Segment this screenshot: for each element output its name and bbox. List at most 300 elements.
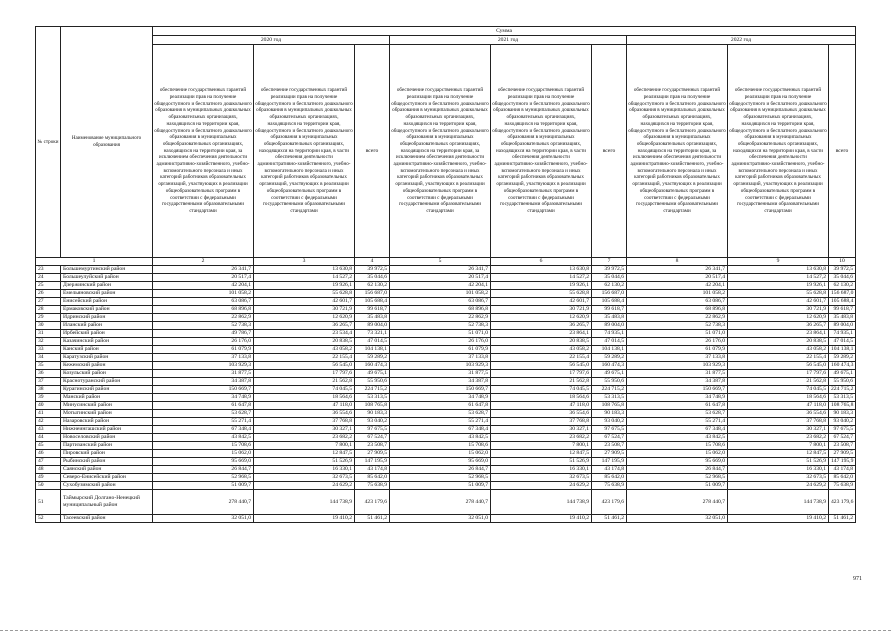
row-number: 33 xyxy=(36,346,61,354)
amount-total: 156 687,0 xyxy=(829,290,856,298)
amount-general: 49 786,7 xyxy=(153,330,254,338)
amount-support-staff: 24 629,2 xyxy=(728,482,829,490)
municipality-name: Назаровский район xyxy=(61,418,153,426)
municipality-name: Манский район xyxy=(61,394,153,402)
amount-support-staff: 18 564,6 xyxy=(728,394,829,402)
amount-support-staff: 56 545,0 xyxy=(491,362,592,370)
amount-support-staff: 19 410,2 xyxy=(728,515,829,523)
amount-support-staff: 74 045,5 xyxy=(254,386,355,394)
amount-total: 59 289,2 xyxy=(355,354,390,362)
municipality-name: Енисейский район xyxy=(61,298,153,306)
amount-total: 51 461,2 xyxy=(355,515,390,523)
municipality-name: Канский район xyxy=(61,346,153,354)
column-index: 10 xyxy=(829,258,856,266)
amount-total: 97 675,5 xyxy=(829,426,856,434)
amount-support-staff: 24 629,2 xyxy=(491,482,592,490)
amount-general: 103 929,3 xyxy=(390,362,491,370)
amount-support-staff: 17 797,6 xyxy=(728,370,829,378)
row-number: 51 xyxy=(36,490,61,515)
amount-support-staff: 17 797,6 xyxy=(491,370,592,378)
budget-table xyxy=(35,26,856,523)
budget-table-sheet xyxy=(35,26,855,523)
amount-general: 34 387,8 xyxy=(153,378,254,386)
amount-support-staff: 14 527,2 xyxy=(254,274,355,282)
amount-general: 51 071,0 xyxy=(627,330,728,338)
amount-support-staff: 37 768,8 xyxy=(491,418,592,426)
amount-general: 32 051,0 xyxy=(153,515,254,523)
amount-support-staff: 13 630,8 xyxy=(491,266,592,274)
amount-total: 59 289,2 xyxy=(829,354,856,362)
amount-general: 53 628,7 xyxy=(153,410,254,418)
amount-support-staff: 56 545,0 xyxy=(254,362,355,370)
amount-general: 43 842,5 xyxy=(390,434,491,442)
amount-total: 49 675,1 xyxy=(592,370,627,378)
amount-general: 34 748,9 xyxy=(390,394,491,402)
amount-general: 95 669,0 xyxy=(390,458,491,466)
amount-support-staff: 30 721,9 xyxy=(728,306,829,314)
amount-total: 75 638,9 xyxy=(592,482,627,490)
amount-support-staff: 74 045,5 xyxy=(728,386,829,394)
amount-total: 43 174,8 xyxy=(592,466,627,474)
amount-total: 90 183,3 xyxy=(829,410,856,418)
column-index: 9 xyxy=(728,258,829,266)
amount-total: 67 524,7 xyxy=(355,434,390,442)
amount-general: 61 647,8 xyxy=(627,402,728,410)
amount-total: 49 675,1 xyxy=(355,370,390,378)
amount-general: 51 071,0 xyxy=(390,330,491,338)
table-row xyxy=(36,474,856,482)
amount-general: 34 748,9 xyxy=(153,394,254,402)
amount-support-staff: 36 265,7 xyxy=(491,322,592,330)
row-number: 37 xyxy=(36,378,61,386)
amount-general: 150 669,7 xyxy=(390,386,491,394)
amount-support-staff: 43 058,2 xyxy=(491,346,592,354)
amount-support-staff: 19 926,1 xyxy=(728,282,829,290)
amount-general: 26 341,7 xyxy=(627,266,728,274)
amount-support-staff: 23 682,2 xyxy=(728,434,829,442)
amount-general: 63 086,7 xyxy=(627,298,728,306)
amount-total: 35 483,8 xyxy=(592,314,627,322)
amount-general: 95 669,0 xyxy=(153,458,254,466)
row-number: 52 xyxy=(36,515,61,523)
amount-total: 147 195,9 xyxy=(829,458,856,466)
amount-support-staff: 7 800,1 xyxy=(491,442,592,450)
amount-total: 90 183,3 xyxy=(355,410,390,418)
amount-support-staff: 21 562,8 xyxy=(254,378,355,386)
header-year-3: 2022 год xyxy=(627,36,856,45)
municipality-name: Ермаковский район xyxy=(61,306,153,314)
amount-general: 52 738,3 xyxy=(153,322,254,330)
row-number: 39 xyxy=(36,394,61,402)
column-index: 6 xyxy=(491,258,592,266)
amount-general: 32 051,0 xyxy=(627,515,728,523)
amount-support-staff: 21 562,8 xyxy=(728,378,829,386)
row-number: 41 xyxy=(36,410,61,418)
row-number: 30 xyxy=(36,322,61,330)
table-row xyxy=(36,354,856,362)
amount-total: 224 715,2 xyxy=(355,386,390,394)
row-number: 47 xyxy=(36,458,61,466)
amount-support-staff: 13 630,8 xyxy=(254,266,355,274)
row-number: 38 xyxy=(36,386,61,394)
amount-support-staff: 55 628,8 xyxy=(728,290,829,298)
table-row xyxy=(36,402,856,410)
amount-total: 39 972,5 xyxy=(592,266,627,274)
amount-general: 63 086,7 xyxy=(390,298,491,306)
row-number: 35 xyxy=(36,362,61,370)
amount-support-staff: 19 926,1 xyxy=(254,282,355,290)
amount-general: 22 862,9 xyxy=(390,314,491,322)
table-row xyxy=(36,482,856,490)
amount-general: 51 009,7 xyxy=(153,482,254,490)
table-row xyxy=(36,306,856,314)
row-number: 49 xyxy=(36,474,61,482)
amount-support-staff: 23 864,1 xyxy=(491,330,592,338)
amount-general: 67 348,4 xyxy=(153,426,254,434)
amount-total: 224 715,2 xyxy=(829,386,856,394)
amount-general: 68 896,8 xyxy=(627,306,728,314)
table-row xyxy=(36,322,856,330)
municipality-name: Дзержинский район xyxy=(61,282,153,290)
table-row xyxy=(36,410,856,418)
row-number: 26 xyxy=(36,290,61,298)
amount-total: 35 483,8 xyxy=(355,314,390,322)
municipality-name: Партизанский район xyxy=(61,442,153,450)
amount-general: 67 348,4 xyxy=(627,426,728,434)
amount-support-staff: 30 327,1 xyxy=(254,426,355,434)
table-row xyxy=(36,338,856,346)
amount-total: 47 014,5 xyxy=(592,338,627,346)
amount-general: 53 628,7 xyxy=(627,410,728,418)
table-row xyxy=(36,362,856,370)
amount-total: 39 972,5 xyxy=(355,266,390,274)
column-index: 5 xyxy=(390,258,491,266)
municipality-name: Казачинский район xyxy=(61,338,153,346)
municipality-name: Тасеевский район xyxy=(61,515,153,523)
amount-support-staff: 51 526,9 xyxy=(491,458,592,466)
amount-general: 26 341,7 xyxy=(390,266,491,274)
amount-general: 26 844,7 xyxy=(153,466,254,474)
amount-general: 37 133,8 xyxy=(153,354,254,362)
row-number: 36 xyxy=(36,370,61,378)
amount-general: 101 058,2 xyxy=(390,290,491,298)
amount-general: 55 271,4 xyxy=(390,418,491,426)
header-total: всего xyxy=(355,45,390,258)
amount-support-staff: 74 045,5 xyxy=(491,386,592,394)
amount-general: 61 079,9 xyxy=(390,346,491,354)
amount-total: 89 004,0 xyxy=(592,322,627,330)
table-row xyxy=(36,378,856,386)
amount-general: 103 929,3 xyxy=(153,362,254,370)
amount-support-staff: 23 864,1 xyxy=(728,330,829,338)
table-row xyxy=(36,394,856,402)
row-number: 29 xyxy=(36,314,61,322)
amount-general: 61 079,9 xyxy=(153,346,254,354)
amount-total: 35 044,6 xyxy=(355,274,390,282)
amount-support-staff: 30 721,9 xyxy=(491,306,592,314)
amount-general: 278 440,7 xyxy=(153,490,254,515)
table-row xyxy=(36,450,856,458)
municipality-name: Каратузский район xyxy=(61,354,153,362)
amount-total: 99 618,7 xyxy=(829,306,856,314)
amount-support-staff: 36 554,6 xyxy=(491,410,592,418)
amount-total: 43 174,8 xyxy=(829,466,856,474)
amount-general: 15 062,0 xyxy=(390,450,491,458)
table-row xyxy=(36,298,856,306)
amount-general: 53 628,7 xyxy=(390,410,491,418)
amount-general: 61 647,8 xyxy=(390,402,491,410)
amount-support-staff: 13 630,8 xyxy=(728,266,829,274)
municipality-name: Сухобузимский район xyxy=(61,482,153,490)
amount-support-staff: 18 564,6 xyxy=(491,394,592,402)
row-number: 23 xyxy=(36,266,61,274)
amount-general: 26 341,7 xyxy=(153,266,254,274)
table-row xyxy=(36,346,856,354)
amount-general: 15 062,0 xyxy=(627,450,728,458)
amount-total: 75 638,9 xyxy=(829,482,856,490)
amount-total: 75 638,9 xyxy=(355,482,390,490)
header-municipality-name: Наименование муниципального образования xyxy=(61,27,153,258)
footer-strip xyxy=(0,630,891,641)
amount-total: 108 765,8 xyxy=(829,402,856,410)
amount-total: 85 642,0 xyxy=(355,474,390,482)
amount-general: 63 086,7 xyxy=(153,298,254,306)
amount-total: 85 642,0 xyxy=(829,474,856,482)
amount-support-staff: 12 847,5 xyxy=(728,450,829,458)
amount-support-staff: 16 330,1 xyxy=(254,466,355,474)
header-total: всего xyxy=(829,45,856,258)
amount-general: 95 669,0 xyxy=(627,458,728,466)
amount-total: 47 014,5 xyxy=(829,338,856,346)
municipality-name: Таймырский Долгано-Ненецкий муниципальный район xyxy=(61,490,153,515)
amount-total: 89 004,0 xyxy=(829,322,856,330)
table-row xyxy=(36,418,856,426)
amount-total: 89 004,0 xyxy=(355,322,390,330)
amount-general: 15 708,6 xyxy=(390,442,491,450)
amount-support-staff: 12 847,5 xyxy=(491,450,592,458)
amount-total: 105 688,4 xyxy=(355,298,390,306)
municipality-name: Минусинский район xyxy=(61,402,153,410)
amount-total: 104 138,1 xyxy=(355,346,390,354)
amount-general: 34 387,8 xyxy=(627,378,728,386)
amount-general: 15 708,6 xyxy=(153,442,254,450)
amount-support-staff: 12 847,5 xyxy=(254,450,355,458)
amount-support-staff: 20 838,5 xyxy=(491,338,592,346)
amount-total: 108 765,8 xyxy=(355,402,390,410)
amount-total: 62 130,2 xyxy=(829,282,856,290)
amount-support-staff: 32 673,5 xyxy=(254,474,355,482)
row-number: 50 xyxy=(36,482,61,490)
row-number: 40 xyxy=(36,402,61,410)
amount-total: 224 715,2 xyxy=(592,386,627,394)
municipality-name: Большемуртинский район xyxy=(61,266,153,274)
amount-support-staff: 56 545,0 xyxy=(728,362,829,370)
amount-general: 52 968,5 xyxy=(627,474,728,482)
row-number: 42 xyxy=(36,418,61,426)
amount-general: 31 877,5 xyxy=(390,370,491,378)
amount-general: 32 051,0 xyxy=(390,515,491,523)
table-row xyxy=(36,290,856,298)
amount-total: 53 313,5 xyxy=(829,394,856,402)
amount-general: 103 929,3 xyxy=(627,362,728,370)
row-number: 43 xyxy=(36,426,61,434)
amount-total: 160 474,3 xyxy=(592,362,627,370)
amount-support-staff: 42 601,7 xyxy=(728,298,829,306)
amount-general: 278 440,7 xyxy=(627,490,728,515)
amount-support-staff: 51 526,9 xyxy=(254,458,355,466)
amount-total: 67 524,7 xyxy=(592,434,627,442)
amount-total: 59 289,2 xyxy=(592,354,627,362)
amount-total: 93 040,2 xyxy=(355,418,390,426)
table-row xyxy=(36,386,856,394)
amount-total: 27 909,5 xyxy=(355,450,390,458)
amount-support-staff: 16 330,1 xyxy=(728,466,829,474)
column-index: 7 xyxy=(592,258,627,266)
amount-support-staff: 20 838,5 xyxy=(728,338,829,346)
header-total: всего xyxy=(592,45,627,258)
amount-support-staff: 7 800,1 xyxy=(728,442,829,450)
amount-support-staff: 47 118,0 xyxy=(728,402,829,410)
amount-total: 53 313,5 xyxy=(592,394,627,402)
amount-general: 15 708,6 xyxy=(627,442,728,450)
amount-general: 150 669,7 xyxy=(627,386,728,394)
amount-support-staff: 23 534,4 xyxy=(254,330,355,338)
row-number: 31 xyxy=(36,330,61,338)
page-number: 971 xyxy=(853,576,862,582)
amount-general: 150 669,7 xyxy=(153,386,254,394)
amount-support-staff: 51 526,9 xyxy=(728,458,829,466)
amount-general: 101 058,2 xyxy=(153,290,254,298)
amount-support-staff: 36 265,7 xyxy=(254,322,355,330)
amount-total: 27 909,5 xyxy=(829,450,856,458)
amount-support-staff: 43 058,2 xyxy=(254,346,355,354)
row-number: 28 xyxy=(36,306,61,314)
amount-support-staff: 12 620,9 xyxy=(728,314,829,322)
header-desc-support-staff: обеспечение государственных гарантий реализации прав на получение общедоступного и бесплатного дошкольного образования в муниципальных дошкольных образовательных организациях, находящихся на территории края, общедоступного и бесплатного дошкольного образования в муниципальных общеобразовательных организациях, находящихся на территории края, в части обеспечения деятельности административно-хозяйственного, учебно-вспомогательного персонала и иных категорий работников образовательных организаций, участвующих в реализации общеобразовательных программ в соответствии с федеральными государственными образовательными стандартами xyxy=(728,45,829,258)
amount-total: 55 950,6 xyxy=(592,378,627,386)
municipality-name: Курагинский район xyxy=(61,386,153,394)
amount-total: 74 935,1 xyxy=(592,330,627,338)
amount-total: 99 618,7 xyxy=(592,306,627,314)
amount-general: 31 877,5 xyxy=(153,370,254,378)
amount-support-staff: 30 327,1 xyxy=(728,426,829,434)
amount-general: 15 062,0 xyxy=(153,450,254,458)
header-year-1: 2020 год xyxy=(153,36,390,45)
amount-support-staff: 22 155,4 xyxy=(254,354,355,362)
amount-total: 23 508,7 xyxy=(829,442,856,450)
amount-total: 97 675,5 xyxy=(592,426,627,434)
amount-general: 52 968,5 xyxy=(153,474,254,482)
table-row xyxy=(36,330,856,338)
amount-general: 26 176,0 xyxy=(390,338,491,346)
amount-support-staff: 17 797,6 xyxy=(254,370,355,378)
amount-general: 61 647,8 xyxy=(153,402,254,410)
amount-general: 26 844,7 xyxy=(627,466,728,474)
amount-support-staff: 20 838,5 xyxy=(254,338,355,346)
amount-support-staff: 144 738,9 xyxy=(728,490,829,515)
amount-total: 105 688,4 xyxy=(592,298,627,306)
amount-general: 42 204,1 xyxy=(390,282,491,290)
amount-total: 53 313,5 xyxy=(355,394,390,402)
amount-general: 61 079,9 xyxy=(627,346,728,354)
amount-total: 423 179,6 xyxy=(355,490,390,515)
amount-general: 43 842,5 xyxy=(627,434,728,442)
municipality-name: Козульский район xyxy=(61,370,153,378)
header-year-2: 2021 год xyxy=(390,36,627,45)
amount-support-staff: 19 410,2 xyxy=(491,515,592,523)
amount-support-staff: 12 620,9 xyxy=(254,314,355,322)
amount-total: 423 179,6 xyxy=(592,490,627,515)
amount-support-staff: 37 768,8 xyxy=(728,418,829,426)
column-index: 1 xyxy=(36,258,153,266)
amount-general: 26 176,0 xyxy=(627,338,728,346)
row-number: 48 xyxy=(36,466,61,474)
column-index: 2 xyxy=(153,258,254,266)
table-row xyxy=(36,458,856,466)
table-row xyxy=(36,314,856,322)
amount-general: 55 271,4 xyxy=(153,418,254,426)
amount-support-staff: 43 058,2 xyxy=(728,346,829,354)
amount-general: 37 133,8 xyxy=(627,354,728,362)
amount-support-staff: 55 628,8 xyxy=(491,290,592,298)
row-number: 46 xyxy=(36,450,61,458)
amount-total: 104 138,1 xyxy=(592,346,627,354)
amount-general: 34 387,8 xyxy=(390,378,491,386)
amount-total: 423 179,6 xyxy=(829,490,856,515)
amount-support-staff: 7 800,1 xyxy=(254,442,355,450)
amount-support-staff: 47 118,0 xyxy=(491,402,592,410)
table-row xyxy=(36,282,856,290)
amount-general: 42 204,1 xyxy=(153,282,254,290)
municipality-name: Большеулуйский район xyxy=(61,274,153,282)
amount-general: 52 968,5 xyxy=(390,474,491,482)
amount-support-staff: 55 628,8 xyxy=(254,290,355,298)
municipality-name: Емельяновский район xyxy=(61,290,153,298)
amount-total: 47 014,5 xyxy=(355,338,390,346)
amount-total: 35 044,6 xyxy=(592,274,627,282)
amount-general: 51 009,7 xyxy=(627,482,728,490)
amount-general: 20 517,4 xyxy=(390,274,491,282)
amount-support-staff: 14 527,2 xyxy=(491,274,592,282)
header-sum: Сумма xyxy=(153,27,856,36)
row-number: 25 xyxy=(36,282,61,290)
amount-general: 20 517,4 xyxy=(153,274,254,282)
amount-total: 73 321,1 xyxy=(355,330,390,338)
amount-general: 22 862,9 xyxy=(627,314,728,322)
amount-support-staff: 144 738,9 xyxy=(254,490,355,515)
amount-total: 108 765,8 xyxy=(592,402,627,410)
amount-general: 51 009,7 xyxy=(390,482,491,490)
row-number: 27 xyxy=(36,298,61,306)
amount-support-staff: 14 527,2 xyxy=(728,274,829,282)
header-desc-support-staff: обеспечение государственных гарантий реализации прав на получение общедоступного и бесплатного дошкольного образования в муниципальных дошкольных образовательных организациях, находящихся на территории края, общедоступного и бесплатного дошкольного образования в муниципальных общеобразовательных организациях, находящихся на территории края, в части обеспечения деятельности административно-хозяйственного, учебно-вспомогательного персонала и иных категорий работников образовательных организаций, участвующих в реализации общеобразовательных программ в соответствии с федеральными государственными образовательными стандартами xyxy=(254,45,355,258)
table-row xyxy=(36,266,856,274)
amount-total: 147 195,9 xyxy=(592,458,627,466)
table-row xyxy=(36,515,856,523)
amount-general: 20 517,4 xyxy=(627,274,728,282)
amount-support-staff: 21 562,8 xyxy=(491,378,592,386)
table-row xyxy=(36,490,856,515)
municipality-name: Иланский район xyxy=(61,322,153,330)
amount-general: 31 877,5 xyxy=(627,370,728,378)
amount-total: 160 474,3 xyxy=(355,362,390,370)
table-row xyxy=(36,442,856,450)
amount-support-staff: 42 601,7 xyxy=(254,298,355,306)
amount-total: 156 687,0 xyxy=(355,290,390,298)
amount-general: 52 738,3 xyxy=(390,322,491,330)
amount-total: 93 040,2 xyxy=(592,418,627,426)
amount-support-staff: 144 738,9 xyxy=(491,490,592,515)
